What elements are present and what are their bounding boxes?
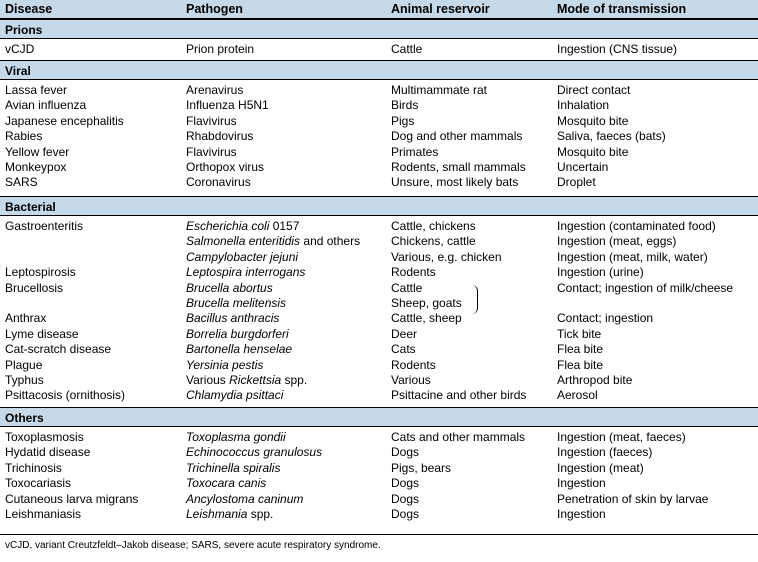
section-header — [0, 407, 758, 427]
cell-transmission: Ingestion (CNS tissue) — [557, 42, 678, 56]
section-title: Bacterial — [5, 200, 56, 214]
footnote-text: vCJD, variant Creutzfeldt–Jakob disease; SARS, severe acute respiratory syndrome. — [5, 540, 381, 551]
table-row — [0, 160, 758, 175]
cell-pathogen: Brucella abortus — [186, 280, 273, 295]
cell-pathogen: Chlamydia psittaci — [186, 388, 284, 403]
table-row — [0, 83, 758, 98]
cell-reservoir: Dogs — [391, 445, 420, 460]
cell-pathogen: Coronavirus — [186, 175, 251, 190]
cell-reservoir: Dogs — [391, 491, 420, 506]
cell-pathogen: Escherichia coli 0157 — [186, 219, 300, 233]
cell-disease: Hydatid disease — [5, 445, 91, 460]
cell-reservoir: Sheep, goats — [391, 296, 462, 310]
cell-reservoir: Cattle — [391, 280, 423, 295]
table-row — [0, 461, 758, 476]
section-header — [0, 60, 758, 80]
cell-transmission: Ingestion (meat, milk, water) — [557, 249, 708, 264]
cell-reservoir: Various — [391, 373, 431, 387]
cell-reservoir: Dogs — [391, 476, 420, 491]
cell-pathogen: Flavivirus — [186, 113, 237, 128]
cell-pathogen: Arenavirus — [186, 83, 244, 97]
cell-transmission: Ingestion (faeces) — [557, 445, 653, 460]
cell-reservoir: Cats and other mammals — [391, 430, 526, 444]
cell-disease: vCJD — [5, 42, 35, 56]
table-row — [0, 445, 758, 460]
cell-transmission: Aerosol — [557, 388, 598, 403]
cell-reservoir: Deer — [391, 326, 418, 341]
cell-pathogen: Rhabdovirus — [186, 129, 254, 144]
cell-disease: Cutaneous larva migrans — [5, 491, 139, 506]
cell-reservoir: Psittacine and other birds — [391, 388, 527, 403]
cell-reservoir: Dogs — [391, 507, 420, 521]
cell-pathogen: Yersinia pestis — [186, 357, 264, 372]
cell-transmission: Tick bite — [557, 326, 602, 341]
cell-disease: Toxocariasis — [5, 476, 72, 491]
cell-pathogen: Salmonella enteritidis and others — [186, 234, 361, 249]
cell-reservoir: Cats — [391, 342, 416, 357]
cell-disease: Leishmaniasis — [5, 507, 82, 521]
header-pathogen: Pathogen — [186, 2, 243, 16]
cell-disease: Anthrax — [5, 311, 47, 326]
cell-pathogen: Bacillus anthracis — [186, 311, 280, 326]
table-row — [0, 507, 758, 522]
cell-pathogen: Echinococcus granulosus — [186, 445, 323, 460]
cell-pathogen: Flavivirus — [186, 144, 237, 159]
section-header — [0, 19, 758, 39]
table-row — [0, 430, 758, 445]
table-row — [0, 327, 758, 342]
cell-transmission: Ingestion (urine) — [557, 265, 644, 280]
cell-transmission: Ingestion (contaminated food) — [557, 219, 716, 233]
cell-pathogen: Influenza H5N1 — [186, 98, 269, 113]
cell-reservoir: Rodents, small mammals — [391, 160, 526, 174]
cell-transmission: Ingestion — [557, 507, 606, 521]
section-header — [0, 196, 758, 216]
table-row — [0, 98, 758, 113]
cell-reservoir: Chickens, cattle — [391, 234, 476, 249]
table-row — [0, 281, 758, 296]
cell-transmission: Droplet — [557, 175, 596, 190]
header-transmission: Mode of transmission — [557, 2, 687, 16]
table-row — [0, 373, 758, 388]
cell-transmission: Saliva, faeces (bats) — [557, 129, 666, 144]
table-row — [0, 358, 758, 373]
cell-pathogen: Ancylostoma caninum — [186, 491, 304, 506]
cell-reservoir: Unsure, most likely bats — [391, 175, 519, 190]
cell-pathogen: Brucella melitensis — [186, 296, 287, 310]
cell-pathogen: Borrelia burgdorferi — [186, 326, 289, 341]
cell-reservoir: Birds — [391, 98, 419, 113]
cell-pathogen: Toxocara canis — [186, 476, 267, 491]
cell-transmission: Ingestion (meat, faeces) — [557, 430, 686, 444]
section-title: Others — [5, 411, 44, 425]
cell-reservoir: Pigs, bears — [391, 460, 452, 475]
cell-disease: SARS — [5, 175, 38, 190]
cell-pathogen: Orthopox virus — [186, 160, 265, 174]
cell-disease: Trichinosis — [5, 460, 62, 475]
cell-transmission: Ingestion — [557, 476, 606, 491]
table-row — [0, 42, 758, 57]
cell-transmission: Contact; ingestion of milk/cheese — [557, 280, 734, 295]
cell-reservoir: Rodents — [391, 357, 436, 372]
cell-transmission: Ingestion (meat) — [557, 460, 644, 475]
table-row — [0, 311, 758, 326]
cell-transmission: Inhalation — [557, 98, 610, 113]
table-row — [0, 175, 758, 190]
section-title: Viral — [5, 64, 31, 78]
cell-reservoir: Various, e.g. chicken — [391, 249, 502, 264]
table-row — [0, 114, 758, 129]
cell-disease: Gastroenteritis — [5, 219, 84, 233]
cell-disease: Lyme disease — [5, 326, 79, 341]
cell-pathogen: Bartonella henselae — [186, 342, 293, 357]
cell-disease: Leptospirosis — [5, 265, 76, 280]
cell-disease: Lassa fever — [5, 83, 68, 97]
table-row — [0, 219, 758, 234]
cell-disease: Japanese encephalitis — [5, 113, 124, 128]
cell-pathogen: Prion protein — [186, 42, 255, 56]
table-row — [0, 342, 758, 357]
table-row — [0, 250, 758, 265]
cell-pathogen: Toxoplasma gondii — [186, 430, 286, 444]
cell-disease: Toxoplasmosis — [5, 430, 84, 444]
cell-transmission: Uncertain — [557, 160, 609, 174]
table-row — [0, 145, 758, 160]
table-footnote — [0, 534, 758, 562]
table-row — [0, 129, 758, 144]
cell-reservoir: Dog and other mammals — [391, 129, 523, 144]
cell-disease: Typhus — [5, 373, 44, 387]
cell-reservoir: Rodents — [391, 265, 436, 280]
cell-pathogen: Trichinella spiralis — [186, 460, 281, 475]
cell-transmission: Contact; ingestion — [557, 311, 654, 326]
table-row — [0, 265, 758, 280]
section-title: Prions — [5, 23, 43, 37]
cell-disease: Cat-scratch disease — [5, 342, 112, 357]
cell-disease: Avian influenza — [5, 98, 87, 113]
cell-disease: Monkeypox — [5, 160, 67, 174]
cell-reservoir: Cattle, chickens — [391, 219, 476, 233]
cell-disease: Psittacosis (ornithosis) — [5, 388, 126, 403]
cell-pathogen: Campylobacter jejuni — [186, 249, 299, 264]
table-row — [0, 296, 758, 311]
cell-pathogen: Various Rickettsia spp. — [186, 373, 308, 387]
cell-transmission: Arthropod bite — [557, 373, 633, 387]
cell-reservoir: Multimammate rat — [391, 83, 488, 97]
cell-disease: Rabies — [5, 129, 43, 144]
table-row — [0, 492, 758, 507]
header-disease: Disease — [5, 2, 53, 16]
cell-pathogen: Leptospira interrogans — [186, 265, 306, 280]
table-row — [0, 476, 758, 491]
header-reservoir: Animal reservoir — [391, 2, 490, 16]
table-row — [0, 388, 758, 403]
cell-disease: Plague — [5, 357, 43, 372]
cell-reservoir: Cattle, sheep — [391, 311, 462, 326]
cell-transmission: Mosquito bite — [557, 113, 629, 128]
cell-transmission: Direct contact — [557, 83, 631, 97]
cell-transmission: Mosquito bite — [557, 144, 629, 159]
cell-transmission: Flea bite — [557, 342, 604, 357]
cell-transmission: Flea bite — [557, 357, 604, 372]
cell-transmission: Penetration of skin by larvae — [557, 491, 709, 506]
cell-pathogen: Leishmania spp. — [186, 507, 274, 521]
table-header — [0, 0, 758, 19]
cell-reservoir: Cattle — [391, 42, 423, 56]
cell-disease: Brucellosis — [5, 280, 64, 295]
cell-disease: Yellow fever — [5, 144, 70, 159]
table-row — [0, 234, 758, 249]
cell-reservoir: Pigs — [391, 113, 415, 128]
cell-transmission: Ingestion (meat, eggs) — [557, 234, 677, 249]
cell-reservoir: Primates — [391, 144, 439, 159]
